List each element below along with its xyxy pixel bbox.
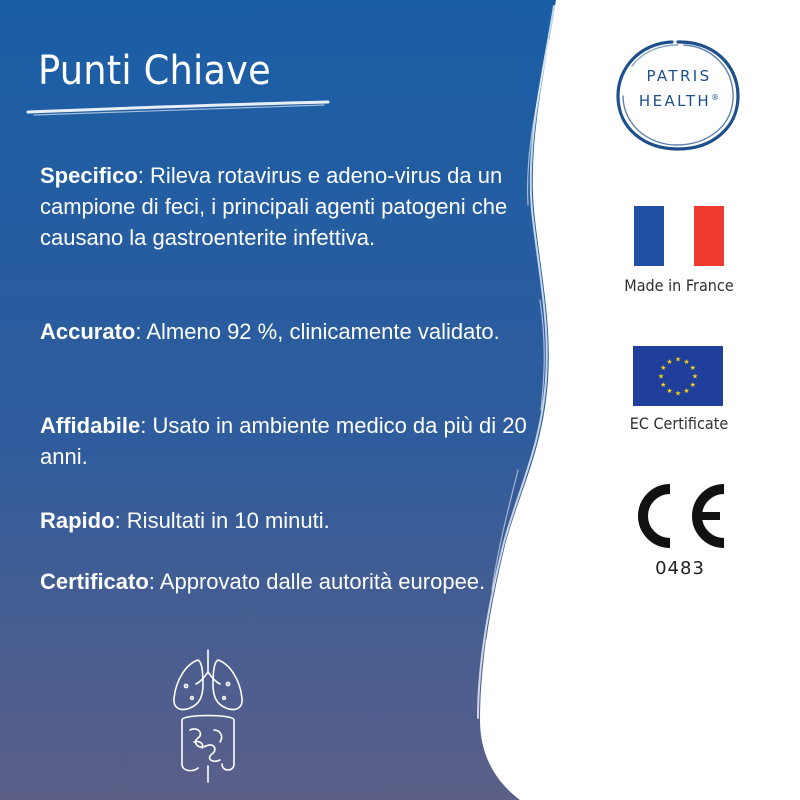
brand-wordmark [612, 66, 746, 112]
key-point-certified [40, 566, 530, 597]
eu-star-icon: ★ [691, 372, 699, 381]
flag-white-band [664, 206, 694, 266]
point-label: Accurato [40, 319, 136, 344]
eu-star-icon: ★ [689, 381, 696, 389]
point-label: Certificato [40, 569, 149, 594]
eu-star-icon: ★ [674, 389, 682, 398]
point-text: : Rileva rotavirus e adeno-virus da un campione di feci, i principali agenti patogeni che causano la gastroenterite infettiva. [40, 163, 508, 250]
flag-red-band [694, 206, 724, 266]
made-in-france-label: Made in France [624, 276, 734, 295]
key-point-accurate [40, 316, 530, 347]
point-label: Rapido [40, 508, 115, 533]
eu-star-icon: ★ [657, 372, 665, 381]
point-label: Specifico [40, 163, 138, 188]
eu-star-icon: ★ [674, 355, 682, 364]
eu-star-icon: ★ [660, 381, 667, 389]
flag-blue-band [634, 206, 664, 266]
eu-flag [633, 346, 723, 406]
point-label: Affidabile [40, 413, 141, 438]
key-point-specific [40, 160, 530, 253]
brand-line-2: HEALTH [638, 92, 712, 110]
brand-line-1: PATRIS [646, 67, 712, 85]
eu-star-icon: ★ [660, 364, 667, 372]
point-text: : Almeno 92 %, clinicamente validato. [135, 319, 500, 344]
point-text: : Risultati in 10 minuti. [114, 508, 330, 533]
key-point-fast [40, 505, 530, 536]
eu-star-icon: ★ [666, 387, 673, 396]
eu-star-icon: ★ [683, 387, 690, 396]
title-underline [24, 96, 334, 120]
ec-certificate-label: EC Certificate [629, 414, 729, 433]
eu-star-icon: ★ [683, 357, 690, 366]
lungs-intestines-icon [168, 646, 248, 786]
key-point-reliable [40, 410, 530, 472]
eu-star-icon: ★ [689, 364, 696, 372]
registered-mark: ® [711, 93, 720, 102]
point-text: : Usato in ambiente medico da più di 20 anni. [40, 413, 527, 469]
eu-star-icon: ★ [666, 357, 673, 366]
point-text: : Approvato dalle autorità europee. [148, 569, 486, 594]
page-title: Punti Chiave [38, 48, 271, 94]
french-flag [634, 206, 724, 266]
ce-notified-body-number: 0483 [655, 558, 705, 579]
ce-mark [626, 481, 730, 551]
